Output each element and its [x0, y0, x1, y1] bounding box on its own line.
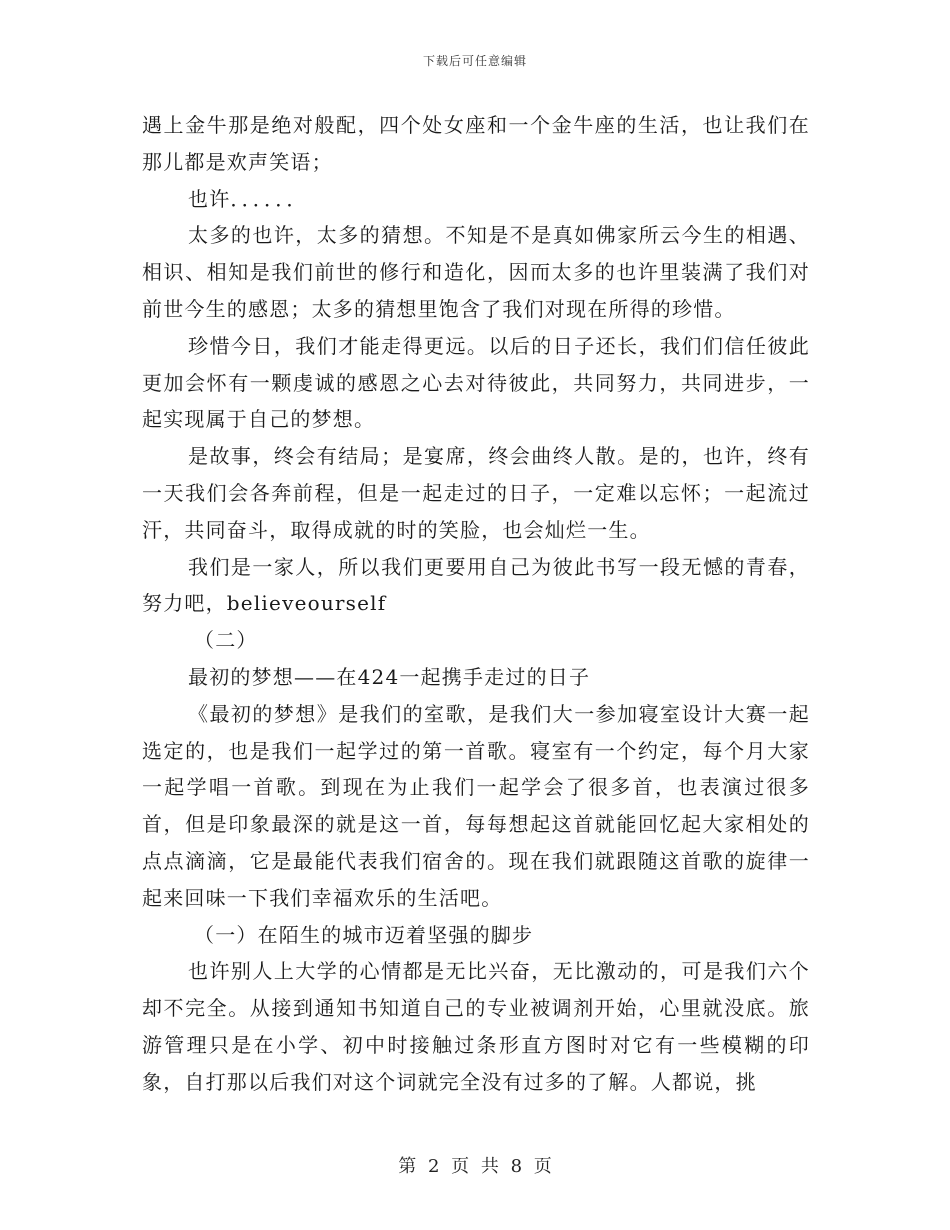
- paragraph: 也许别人上大学的心情都是无比兴奋，无比激动的，可是我们六个却不完全。从接到通知书知道自己的专业被调剂开始，心里就没底。旅游管理只是在小学、初中时接触过条形直方图时对它有一些模糊的印象，自打那以后我们对这个词就完全没有过多的了解。人都说，挑: [142, 959, 810, 1094]
- paragraph: 是故事，终会有结局；是宴席，终会曲终人散。是的，也许，终有一天我们会各奔前程，但是一起走过的日子，一定难以忘怀；一起流过汗，共同奋斗，取得成就的时的笑脸，也会灿烂一生。: [142, 444, 810, 542]
- section-title: 最初的梦想——在424一起携手走过的日子: [188, 664, 591, 689]
- paragraph: 珍惜今日，我们才能走得更远。以后的日子还长，我们们信任彼此更加会怀有一颗虔诚的感恩之心去对待彼此，共同努力，共同进步，一起实现属于自己的梦想。: [142, 333, 810, 432]
- subsection-heading: （一）在陌生的城市迈着坚强的脚步: [194, 922, 534, 947]
- header-note: 下载后可任意编辑: [422, 54, 527, 68]
- paragraph: 太多的也许，太多的猜想。不知是不是真如佛家所云今生的相遇、相识、相知是我们前世的修行和造化，因而太多的也许里装满了我们对前世今生的感恩；太多的猜想里饱含了我们对现在所得的珍惜。: [142, 223, 810, 321]
- paragraph: 也许．．．．．．: [188, 186, 308, 211]
- paragraph: 《最初的梦想》是我们的室歌，是我们大一参加寝室设计大赛一起选定的，也是我们一起学过的第一首歌。寝室有一个约定，每个月大家一起学唱一首歌。到现在为止我们一起学会了很多首，也表演过很多首，但是印象最深的就是这一首，每每想起这首就能回忆起大家相处的点点滴滴，它是最能代表我们宿舍的。现在我们就跟随这首歌的旋律一起来回味一下我们幸福欢乐的生活吧。: [142, 701, 810, 910]
- document-body: [142, 107, 810, 1101]
- page-number: 第 2 页 共 8 页: [398, 1156, 552, 1177]
- section-heading: （二）: [194, 628, 258, 653]
- paragraph: 遇上金牛那是绝对般配，四个处女座和一个金牛座的生活，也让我们在那儿都是欢声笑语；: [142, 113, 810, 174]
- paragraph: 我们是一家人，所以我们更要用自己为彼此书写一段无憾的青春，努力吧，believeourself: [142, 554, 810, 616]
